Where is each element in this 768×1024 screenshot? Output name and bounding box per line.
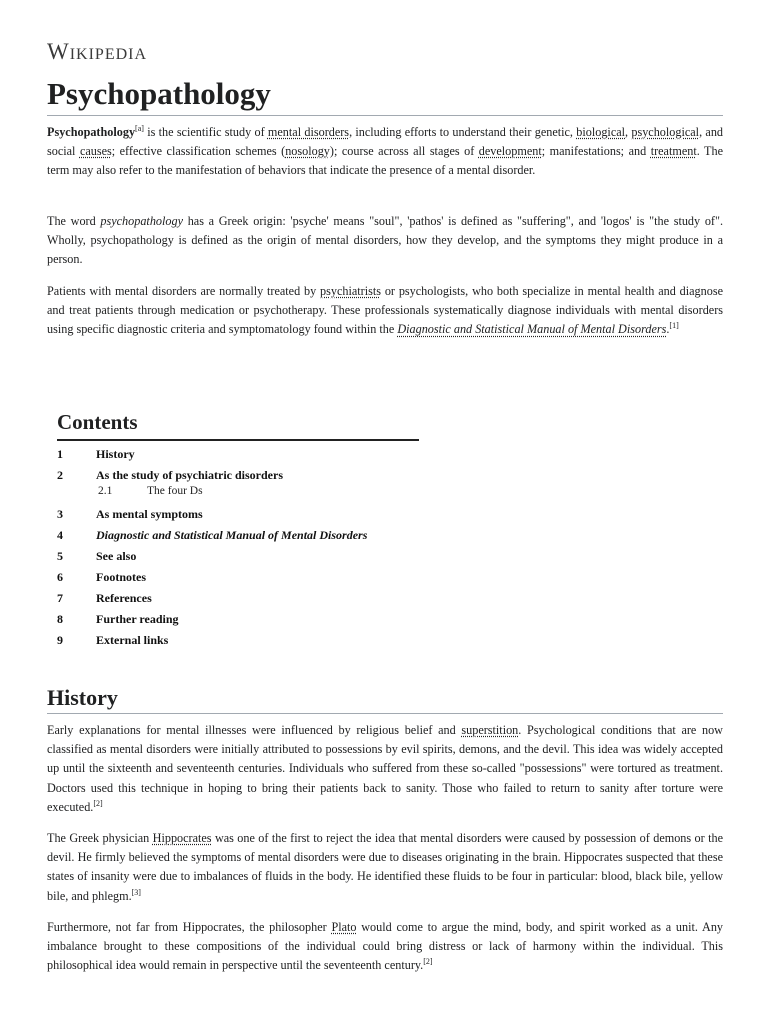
toc-number: 9: [57, 633, 63, 647]
toc-label: Footnotes: [96, 570, 146, 584]
text-run: Early explanations for mental illnesses were influenced by religious belief and: [47, 723, 462, 737]
article-link[interactable]: Hippocrates: [152, 831, 212, 845]
article-link[interactable]: biological: [576, 125, 626, 139]
text-run: is the scientific study of: [143, 125, 268, 139]
toc-number: 6: [57, 570, 63, 584]
toc-label: External links: [96, 633, 169, 647]
text-run: ; effective classification schemes (: [111, 144, 286, 159]
text-run: . The term may also refer to the manifestation of behaviors that indicate the presence of a mental disorder.: [47, 144, 723, 178]
article-link[interactable]: Plato: [331, 920, 357, 934]
text-run: has a Greek origin: 'psyche' means "soul", 'pathos' is defined as "suffering", and 'logos' is "the study of". Wholly, psychopathology is defined as the origin of mental disorders, how they develop, and the symptoms they might produce in a person.: [47, 214, 723, 267]
toc-label: See also: [96, 549, 137, 563]
article-link[interactable]: Diagnostic and Statistical Manual of Mental Disorders: [397, 322, 667, 337]
toc-label: History: [96, 447, 135, 461]
table-of-contents: [57, 410, 419, 441]
article-link[interactable]: mental disorders: [267, 125, 350, 139]
citation-ref[interactable]: [2]: [93, 798, 103, 808]
toc-number: 5: [57, 549, 63, 563]
text-run: . Psychological conditions that are now classified as mental disorders were initially attributed to possessions by evil spirits, demons, and the devil. This idea was widely accepted up until the sixteenth and seventeenth centuries. Individuals who suffered from these so-called "possessions" were tortured as treatment. Doctors used this technique in hoping to bring their patients back to sanity. Those who failed to return to sanity after torture were executed.: [47, 723, 723, 814]
page-title: Psychopathology: [47, 76, 723, 116]
citation-ref[interactable]: [1]: [669, 321, 679, 331]
article-link[interactable]: causes: [79, 144, 112, 159]
intro-paragraph-3: [47, 282, 723, 340]
text-run: , and social: [47, 125, 724, 159]
toc-label: Diagnostic and Statistical Manual of Mental Disorders: [96, 528, 368, 542]
toc-number: 2: [57, 468, 63, 482]
citation-ref[interactable]: [2]: [423, 957, 433, 967]
toc-label: The four Ds: [147, 485, 203, 497]
text-run: ; manifestations; and: [541, 144, 651, 159]
article-link[interactable]: treatment: [650, 144, 697, 159]
article-link[interactable]: nosology: [285, 144, 330, 159]
text-run: .: [666, 322, 670, 337]
toc-number: 8: [57, 612, 63, 626]
text-run: or psychologists, who both specialize in mental health and diagnose and treat patients through medication or psychotherapy. These professionals systematically diagnose individuals with mental disorders using specific diagnostic criteria and symptomatology found within the: [47, 284, 723, 337]
article-link[interactable]: superstition: [461, 723, 519, 737]
toc-number: 3: [57, 507, 63, 521]
toc-number: 2.1: [98, 485, 113, 497]
text-run: would come to argue the mind, body, and spirit worked as a unit. Any imbalance brought to these compositions of the individual could bring distress or lack of harmony within the individual. This philosophical idea would remain in perspective until the seventeenth century.: [47, 920, 724, 973]
toc-title: Contents: [57, 410, 419, 441]
toc-label: Further reading: [96, 612, 179, 626]
text-run: The Greek physician: [47, 831, 153, 845]
intro-paragraph-2: [47, 212, 723, 270]
citation-ref[interactable]: [a]: [135, 123, 144, 133]
text-run: ,: [625, 125, 632, 139]
article-link[interactable]: psychiatrists: [320, 284, 381, 298]
history-paragraph-2: [47, 829, 723, 906]
section-heading-history: History: [47, 685, 723, 714]
text-run: ); course across all stages of: [329, 144, 479, 159]
article-link[interactable]: development: [478, 144, 542, 159]
article-link[interactable]: psychological: [631, 125, 700, 139]
history-paragraph-1: [47, 721, 723, 817]
text-run: Furthermore, not far from Hippocrates, the philosopher: [47, 920, 332, 934]
toc-number: 7: [57, 591, 63, 605]
toc-number: 1: [57, 447, 63, 461]
citation-ref[interactable]: [3]: [131, 887, 141, 897]
wikipedia-logo[interactable]: Wikipedia: [47, 39, 148, 64]
bold-term: Psychopathology: [47, 125, 136, 139]
text-run: The word: [47, 214, 101, 228]
text-run: Patients with mental disorders are normally treated by: [47, 284, 321, 298]
italic-term: psychopathology: [100, 214, 183, 228]
toc-label: As mental symptoms: [96, 507, 203, 521]
intro-paragraph-1: [47, 123, 723, 181]
text-run: , including efforts to understand their genetic,: [349, 125, 577, 139]
text-run: was one of the first to reject the idea that mental disorders were caused by possession of demons or the devil. He firmly believed the symptoms of mental disorders were due to diseases originating in the brain. Hippocrates suspected that these states of insanity were due to imbalances of fluids in the body. He identified these fluids to be four in particular: blood, black bile, yellow bile, and phlegm.: [47, 831, 723, 903]
toc-number: 4: [57, 528, 63, 542]
toc-label: References: [96, 591, 152, 605]
toc-label: As the study of psychiatric disorders: [96, 468, 284, 482]
history-paragraph-3: [47, 918, 723, 976]
